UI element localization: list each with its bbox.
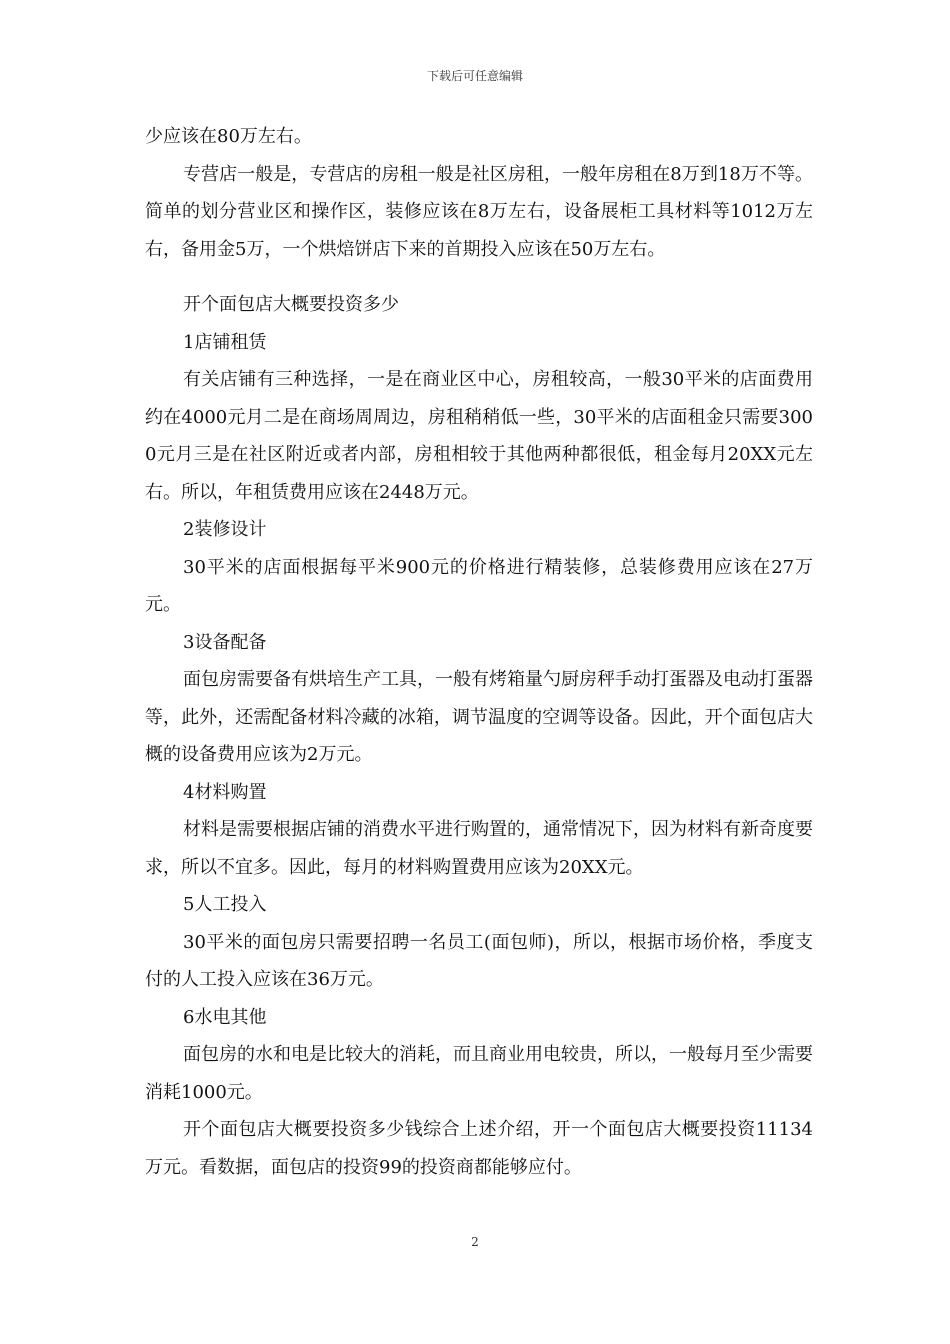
- paragraph-specialty-store: 专营店一般是，专营店的房租一般是社区房租，一般年房租在8万到18万不等。简单的划分营业区和操作区，装修应该在8万左右，设备展柜工具材料等1012万左右，备用金5万，一个烘焙饼店下来的首期投入应该在50万左右。: [145, 163, 813, 260]
- heading-store-rental: 1店铺租赁: [183, 331, 267, 353]
- section-title: 开个面包店大概要投资多少: [183, 294, 399, 315]
- paragraph-decoration: 30平米的店面根据每平米900元的价格进行精装修，总装修费用应该在27万元。: [145, 556, 813, 615]
- heading-utilities: 6水电其他: [183, 1006, 267, 1028]
- section-gap: [145, 268, 813, 286]
- heading-materials: 4材料购置: [183, 781, 267, 803]
- document-body: [145, 118, 813, 1186]
- paragraph-labor: 30平米的面包房只需要招聘一名员工(面包师)，所以，根据市场价格，季度支付的人工投入应该在36万元。: [145, 931, 813, 990]
- paragraph-summary: 开个面包店大概要投资多少钱综合上述介绍，开一个面包店大概要投资11134万元。看数据，面包店的投资99的投资商都能够应付。: [145, 1119, 813, 1178]
- paragraph-continuation: 少应该在80万左右。: [145, 126, 312, 147]
- paragraph-store-rental: 有关店铺有三种选择，一是在商业区中心，房租较高，一般30平米的店面费用约在4000元月二是在商场周周边，房租稍稍低一些，30平米的店面租金只需要3000元月三是在社区附近或者内部，房租相较于其他两种都很低，租金每月20XX元左右。所以，年租赁费用应该在2448万元。: [145, 369, 813, 503]
- page-number: 2: [471, 1235, 479, 1249]
- heading-labor: 5人工投入: [183, 894, 267, 915]
- paragraph-utilities: 面包房的水和电是比较大的消耗，而且商业用电较贵，所以，一般每月至少需要消耗1000元。: [145, 1044, 813, 1103]
- heading-decoration: 2装修设计: [183, 519, 267, 540]
- page-header: 下载后可任意编辑: [426, 69, 523, 83]
- paragraph-materials: 材料是需要根据店铺的消费水平进行购置的，通常情况下，因为材料有新奇度要求，所以不宜多。因此，每月的材料购置费用应该为20XX元。: [145, 819, 813, 878]
- paragraph-equipment: 面包房需要备有烘培生产工具，一般有烤箱量勺厨房秤手动打蛋器及电动打蛋器等，此外，还需配备材料冷藏的冰箱，调节温度的空调等设备。因此，开个面包店大概的设备费用应该为2万元。: [145, 669, 813, 765]
- heading-equipment: 3设备配备: [183, 631, 267, 653]
